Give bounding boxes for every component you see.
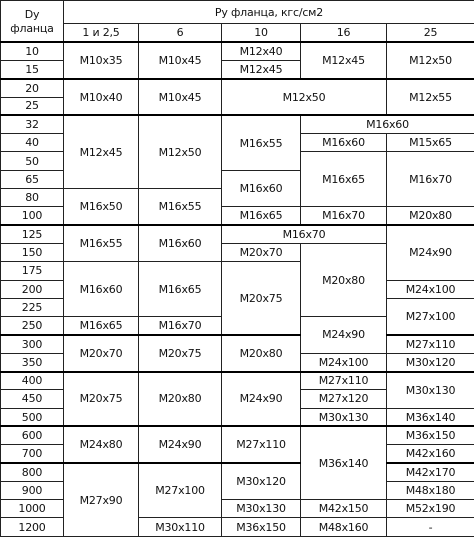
bolt-cell: M30x110: [139, 518, 222, 537]
bolt-cell: M36x150: [387, 426, 474, 444]
dy-cell: 1200: [1, 518, 64, 537]
bolt-cell: M27x100: [139, 463, 222, 518]
bolt-cell: M10x45: [139, 42, 222, 79]
bolt-cell: M27x110: [387, 335, 474, 353]
dy-cell: 400: [1, 372, 64, 390]
dy-cell: 65: [1, 170, 64, 188]
bolt-cell: M48x160: [301, 518, 387, 537]
bolt-cell: M16x70: [222, 225, 387, 243]
bolt-cell: M16x65: [301, 152, 387, 207]
bolt-cell: M20x75: [139, 335, 222, 372]
dy-cell: 40: [1, 134, 64, 152]
dy-cell: 1000: [1, 500, 64, 518]
bolt-cell: M16x70: [301, 207, 387, 225]
bolt-cell: M27x110: [222, 426, 301, 463]
dy-cell: 125: [1, 225, 64, 243]
bolt-cell: M24x100: [301, 353, 387, 371]
bolt-cell: M16x50: [64, 189, 139, 226]
bolt-cell: M16x70: [387, 152, 474, 207]
bolt-cell: M16x60: [301, 134, 387, 152]
bolt-cell: M16x60: [222, 170, 301, 207]
bolt-cell: M42x160: [387, 445, 474, 463]
dy-header-sublabel: фланца: [10, 21, 54, 35]
bolt-cell: M30x130: [387, 372, 474, 409]
bolt-cell: M24x80: [64, 426, 139, 463]
bolt-cell: M16x55: [139, 189, 222, 226]
pressure-col-header: 1 и 2,5: [64, 24, 139, 42]
dy-cell: 25: [1, 97, 64, 115]
dy-cell: 50: [1, 152, 64, 170]
dy-cell: 225: [1, 298, 64, 316]
bolt-cell: M36x140: [387, 408, 474, 426]
dy-cell: 600: [1, 426, 64, 444]
dy-cell: 80: [1, 189, 64, 207]
dy-cell: 15: [1, 60, 64, 78]
bolt-cell: M20x80: [222, 335, 301, 372]
dy-cell: 300: [1, 335, 64, 353]
dy-cell: 100: [1, 207, 64, 225]
bolt-cell: M16x55: [222, 115, 301, 170]
bolt-cell: M27x120: [301, 390, 387, 408]
bolt-cell: M20x70: [222, 243, 301, 261]
bolt-cell: M12x50: [222, 79, 387, 116]
bolt-cell: M27x90: [64, 463, 139, 536]
bolt-cell: M20x80: [387, 207, 474, 225]
bolt-cell: M24x100: [387, 280, 474, 298]
pressure-header: Py фланца, кгс/см2: [64, 1, 474, 24]
bolt-cell: -: [387, 518, 474, 537]
dy-cell: 900: [1, 481, 64, 499]
bolt-cell: M52x190: [387, 500, 474, 518]
bolt-cell: M20x75: [64, 372, 139, 427]
bolt-cell: M20x80: [139, 372, 222, 427]
pressure-col-header: 10: [222, 24, 301, 42]
dy-header: [1, 1, 64, 43]
pressure-col-header: 25: [387, 24, 474, 42]
dy-cell: 175: [1, 262, 64, 280]
bolt-cell: M24x90: [139, 426, 222, 463]
bolt-cell: M12x45: [301, 42, 387, 79]
dy-cell: 700: [1, 445, 64, 463]
bolt-cell: M20x75: [222, 262, 301, 335]
dy-cell: 350: [1, 353, 64, 371]
bolt-cell: M30x120: [387, 353, 474, 371]
pressure-col-header: 6: [139, 24, 222, 42]
bolt-cell: M16x60: [301, 115, 474, 133]
bolt-cell: M24x90: [301, 317, 387, 354]
bolt-cell: M10x35: [64, 42, 139, 79]
bolt-cell: M10x45: [139, 79, 222, 116]
bolt-cell: M16x60: [139, 225, 222, 262]
bolt-cell: M16x70: [139, 317, 222, 335]
bolt-cell: M12x45: [64, 115, 139, 188]
bolt-cell: M27x110: [301, 372, 387, 390]
bolt-cell: M48x180: [387, 481, 474, 499]
dy-cell: 450: [1, 390, 64, 408]
bolt-cell: M42x150: [301, 500, 387, 518]
bolt-cell: M30x130: [222, 500, 301, 518]
bolt-cell: M36x140: [301, 426, 387, 499]
dy-header-label: Dy: [24, 7, 40, 21]
bolt-cell: M24x90: [222, 372, 301, 427]
bolt-cell: M42x170: [387, 463, 474, 481]
dy-cell: 150: [1, 243, 64, 261]
dy-cell: 500: [1, 408, 64, 426]
bolt-cell: M30x120: [222, 463, 301, 500]
bolt-cell: M16x65: [222, 207, 301, 225]
bolt-cell: M12x50: [139, 115, 222, 188]
bolt-cell: M30x130: [301, 408, 387, 426]
dy-cell: 250: [1, 317, 64, 335]
bolt-cell: M20x70: [64, 335, 139, 372]
bolt-cell: M36x150: [222, 518, 301, 537]
bolt-cell: M24x90: [387, 225, 474, 280]
bolt-cell: M16x65: [139, 262, 222, 317]
bolt-cell: M15x65: [387, 134, 474, 152]
bolt-cell: M27x100: [387, 298, 474, 335]
bolt-cell: M16x65: [64, 317, 139, 335]
bolt-cell: M12x45: [222, 60, 301, 78]
bolt-cell: M12x50: [387, 42, 474, 79]
bolt-cell: M20x80: [301, 243, 387, 316]
dy-cell: 32: [1, 115, 64, 133]
pressure-col-header: 16: [301, 24, 387, 42]
bolt-cell: M16x60: [64, 262, 139, 317]
bolt-cell: M10x40: [64, 79, 139, 116]
dy-cell: 10: [1, 42, 64, 60]
dy-cell: 200: [1, 280, 64, 298]
bolt-cell: M12x55: [387, 79, 474, 116]
dy-cell: 800: [1, 463, 64, 481]
dy-cell: 20: [1, 79, 64, 97]
bolt-cell: M12x40: [222, 42, 301, 60]
bolt-cell: M16x55: [64, 225, 139, 262]
